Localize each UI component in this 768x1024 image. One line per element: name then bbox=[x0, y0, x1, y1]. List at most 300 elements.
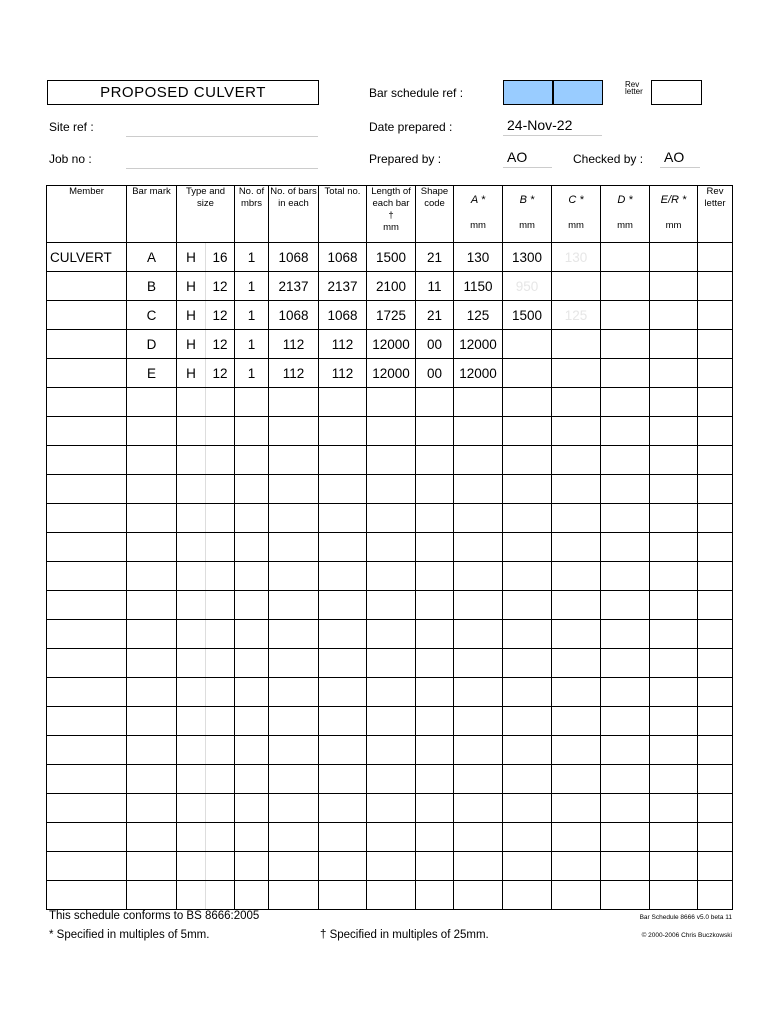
cell-mbrs[interactable] bbox=[235, 736, 269, 765]
cell-type[interactable] bbox=[177, 591, 206, 620]
cell-er[interactable] bbox=[650, 678, 698, 707]
cell-a[interactable] bbox=[454, 446, 503, 475]
cell-er[interactable] bbox=[650, 794, 698, 823]
cell-bars[interactable] bbox=[269, 823, 319, 852]
cell-member[interactable] bbox=[47, 330, 127, 359]
cell-d[interactable] bbox=[601, 243, 650, 272]
cell-bars[interactable] bbox=[269, 852, 319, 881]
cell-d[interactable] bbox=[601, 562, 650, 591]
cell-member[interactable] bbox=[47, 823, 127, 852]
cell-type[interactable]: H bbox=[177, 301, 206, 330]
cell-mark[interactable]: D bbox=[127, 330, 177, 359]
cell-rev[interactable] bbox=[698, 359, 733, 388]
cell-er[interactable] bbox=[650, 475, 698, 504]
cell-size[interactable] bbox=[206, 533, 235, 562]
cell-size[interactable] bbox=[206, 388, 235, 417]
cell-total[interactable] bbox=[319, 794, 367, 823]
cell-length[interactable] bbox=[367, 736, 416, 765]
cell-length[interactable] bbox=[367, 504, 416, 533]
cell-total[interactable] bbox=[319, 852, 367, 881]
date-prepared-field[interactable]: 24-Nov-22 bbox=[503, 117, 602, 136]
cell-b[interactable]: 950 bbox=[503, 272, 552, 301]
cell-mark[interactable] bbox=[127, 446, 177, 475]
cell-length[interactable] bbox=[367, 388, 416, 417]
cell-mbrs[interactable] bbox=[235, 562, 269, 591]
cell-shape[interactable]: 11 bbox=[416, 272, 454, 301]
cell-bars[interactable] bbox=[269, 475, 319, 504]
cell-type[interactable] bbox=[177, 852, 206, 881]
cell-size[interactable] bbox=[206, 736, 235, 765]
cell-rev[interactable] bbox=[698, 736, 733, 765]
cell-mark[interactable] bbox=[127, 591, 177, 620]
cell-mbrs[interactable]: 1 bbox=[235, 301, 269, 330]
cell-mark[interactable]: E bbox=[127, 359, 177, 388]
cell-c[interactable]: 130 bbox=[552, 243, 601, 272]
cell-bars[interactable]: 1068 bbox=[269, 301, 319, 330]
cell-member[interactable] bbox=[47, 591, 127, 620]
cell-shape[interactable] bbox=[416, 823, 454, 852]
cell-shape[interactable] bbox=[416, 446, 454, 475]
cell-total[interactable] bbox=[319, 881, 367, 910]
cell-member[interactable] bbox=[47, 562, 127, 591]
cell-er[interactable] bbox=[650, 591, 698, 620]
cell-type[interactable] bbox=[177, 533, 206, 562]
cell-shape[interactable] bbox=[416, 852, 454, 881]
cell-mbrs[interactable] bbox=[235, 475, 269, 504]
cell-b[interactable] bbox=[503, 330, 552, 359]
cell-type[interactable] bbox=[177, 417, 206, 446]
cell-mark[interactable] bbox=[127, 388, 177, 417]
cell-mbrs[interactable]: 1 bbox=[235, 330, 269, 359]
cell-a[interactable] bbox=[454, 649, 503, 678]
cell-length[interactable]: 12000 bbox=[367, 330, 416, 359]
cell-bars[interactable]: 2137 bbox=[269, 272, 319, 301]
cell-c[interactable] bbox=[552, 475, 601, 504]
cell-rev[interactable] bbox=[698, 794, 733, 823]
cell-bars[interactable] bbox=[269, 417, 319, 446]
cell-mbrs[interactable] bbox=[235, 504, 269, 533]
cell-size[interactable] bbox=[206, 417, 235, 446]
cell-type[interactable]: H bbox=[177, 330, 206, 359]
cell-c[interactable] bbox=[552, 591, 601, 620]
cell-member[interactable] bbox=[47, 649, 127, 678]
cell-total[interactable] bbox=[319, 823, 367, 852]
cell-shape[interactable] bbox=[416, 388, 454, 417]
cell-b[interactable]: 1300 bbox=[503, 243, 552, 272]
cell-size[interactable] bbox=[206, 765, 235, 794]
cell-member[interactable] bbox=[47, 388, 127, 417]
cell-a[interactable] bbox=[454, 823, 503, 852]
cell-shape[interactable] bbox=[416, 881, 454, 910]
cell-mark[interactable]: B bbox=[127, 272, 177, 301]
cell-member[interactable] bbox=[47, 446, 127, 475]
cell-d[interactable] bbox=[601, 359, 650, 388]
cell-member[interactable] bbox=[47, 272, 127, 301]
cell-a[interactable] bbox=[454, 417, 503, 446]
cell-mbrs[interactable] bbox=[235, 649, 269, 678]
cell-total[interactable]: 2137 bbox=[319, 272, 367, 301]
cell-bars[interactable] bbox=[269, 562, 319, 591]
cell-mark[interactable] bbox=[127, 649, 177, 678]
cell-length[interactable] bbox=[367, 446, 416, 475]
cell-shape[interactable] bbox=[416, 504, 454, 533]
cell-rev[interactable] bbox=[698, 272, 733, 301]
cell-a[interactable]: 125 bbox=[454, 301, 503, 330]
cell-a[interactable]: 12000 bbox=[454, 359, 503, 388]
cell-a[interactable] bbox=[454, 504, 503, 533]
cell-b[interactable] bbox=[503, 794, 552, 823]
cell-mbrs[interactable] bbox=[235, 765, 269, 794]
cell-b[interactable] bbox=[503, 620, 552, 649]
cell-member[interactable] bbox=[47, 301, 127, 330]
cell-size[interactable]: 12 bbox=[206, 359, 235, 388]
cell-total[interactable] bbox=[319, 446, 367, 475]
cell-c[interactable] bbox=[552, 649, 601, 678]
cell-d[interactable] bbox=[601, 591, 650, 620]
cell-member[interactable] bbox=[47, 852, 127, 881]
cell-type[interactable] bbox=[177, 562, 206, 591]
cell-length[interactable] bbox=[367, 881, 416, 910]
cell-size[interactable] bbox=[206, 852, 235, 881]
cell-er[interactable] bbox=[650, 649, 698, 678]
cell-length[interactable]: 2100 bbox=[367, 272, 416, 301]
cell-d[interactable] bbox=[601, 852, 650, 881]
cell-er[interactable] bbox=[650, 330, 698, 359]
cell-mark[interactable]: C bbox=[127, 301, 177, 330]
cell-mbrs[interactable] bbox=[235, 388, 269, 417]
cell-mbrs[interactable] bbox=[235, 881, 269, 910]
cell-total[interactable]: 112 bbox=[319, 359, 367, 388]
cell-er[interactable] bbox=[650, 881, 698, 910]
cell-b[interactable] bbox=[503, 707, 552, 736]
cell-mark[interactable] bbox=[127, 417, 177, 446]
cell-d[interactable] bbox=[601, 823, 650, 852]
cell-shape[interactable] bbox=[416, 707, 454, 736]
cell-total[interactable] bbox=[319, 388, 367, 417]
cell-length[interactable] bbox=[367, 852, 416, 881]
cell-member[interactable] bbox=[47, 765, 127, 794]
cell-type[interactable] bbox=[177, 736, 206, 765]
cell-length[interactable] bbox=[367, 765, 416, 794]
cell-length[interactable] bbox=[367, 794, 416, 823]
cell-bars[interactable] bbox=[269, 736, 319, 765]
cell-rev[interactable] bbox=[698, 707, 733, 736]
cell-bars[interactable] bbox=[269, 533, 319, 562]
cell-total[interactable] bbox=[319, 504, 367, 533]
cell-rev[interactable] bbox=[698, 620, 733, 649]
cell-d[interactable] bbox=[601, 620, 650, 649]
cell-member[interactable] bbox=[47, 678, 127, 707]
cell-er[interactable] bbox=[650, 620, 698, 649]
cell-shape[interactable] bbox=[416, 562, 454, 591]
cell-b[interactable] bbox=[503, 736, 552, 765]
prepared-by-field[interactable]: AO bbox=[503, 149, 552, 168]
cell-c[interactable]: 125 bbox=[552, 301, 601, 330]
cell-bars[interactable] bbox=[269, 707, 319, 736]
cell-d[interactable] bbox=[601, 475, 650, 504]
cell-c[interactable] bbox=[552, 562, 601, 591]
cell-bars[interactable] bbox=[269, 881, 319, 910]
cell-a[interactable] bbox=[454, 765, 503, 794]
cell-total[interactable] bbox=[319, 417, 367, 446]
cell-a[interactable] bbox=[454, 475, 503, 504]
cell-member[interactable] bbox=[47, 794, 127, 823]
checked-by-field[interactable]: AO bbox=[660, 149, 700, 168]
cell-a[interactable] bbox=[454, 852, 503, 881]
cell-c[interactable] bbox=[552, 736, 601, 765]
cell-er[interactable] bbox=[650, 852, 698, 881]
cell-c[interactable] bbox=[552, 678, 601, 707]
cell-shape[interactable]: 00 bbox=[416, 359, 454, 388]
cell-length[interactable]: 12000 bbox=[367, 359, 416, 388]
cell-er[interactable] bbox=[650, 359, 698, 388]
cell-er[interactable] bbox=[650, 533, 698, 562]
cell-mark[interactable]: A bbox=[127, 243, 177, 272]
cell-a[interactable] bbox=[454, 881, 503, 910]
cell-shape[interactable] bbox=[416, 765, 454, 794]
cell-mark[interactable] bbox=[127, 562, 177, 591]
cell-a[interactable]: 1150 bbox=[454, 272, 503, 301]
cell-rev[interactable] bbox=[698, 765, 733, 794]
cell-d[interactable] bbox=[601, 707, 650, 736]
cell-rev[interactable] bbox=[698, 330, 733, 359]
cell-size[interactable] bbox=[206, 881, 235, 910]
cell-total[interactable]: 1068 bbox=[319, 301, 367, 330]
cell-type[interactable] bbox=[177, 765, 206, 794]
cell-shape[interactable]: 21 bbox=[416, 243, 454, 272]
cell-c[interactable] bbox=[552, 446, 601, 475]
cell-mbrs[interactable] bbox=[235, 794, 269, 823]
cell-mbrs[interactable]: 1 bbox=[235, 359, 269, 388]
cell-member[interactable] bbox=[47, 707, 127, 736]
cell-rev[interactable] bbox=[698, 301, 733, 330]
cell-size[interactable]: 12 bbox=[206, 301, 235, 330]
cell-c[interactable] bbox=[552, 272, 601, 301]
cell-type[interactable] bbox=[177, 475, 206, 504]
cell-shape[interactable]: 00 bbox=[416, 330, 454, 359]
cell-er[interactable] bbox=[650, 243, 698, 272]
cell-mbrs[interactable] bbox=[235, 417, 269, 446]
cell-bars[interactable] bbox=[269, 649, 319, 678]
cell-total[interactable] bbox=[319, 562, 367, 591]
cell-member[interactable] bbox=[47, 359, 127, 388]
cell-bars[interactable]: 112 bbox=[269, 330, 319, 359]
cell-a[interactable] bbox=[454, 388, 503, 417]
cell-size[interactable] bbox=[206, 707, 235, 736]
cell-length[interactable] bbox=[367, 417, 416, 446]
cell-c[interactable] bbox=[552, 881, 601, 910]
cell-rev[interactable] bbox=[698, 562, 733, 591]
cell-mark[interactable] bbox=[127, 736, 177, 765]
cell-d[interactable] bbox=[601, 272, 650, 301]
cell-rev[interactable] bbox=[698, 881, 733, 910]
cell-type[interactable] bbox=[177, 446, 206, 475]
cell-length[interactable] bbox=[367, 475, 416, 504]
cell-total[interactable] bbox=[319, 649, 367, 678]
cell-b[interactable] bbox=[503, 678, 552, 707]
cell-size[interactable] bbox=[206, 591, 235, 620]
cell-rev[interactable] bbox=[698, 504, 733, 533]
cell-type[interactable] bbox=[177, 881, 206, 910]
cell-a[interactable]: 130 bbox=[454, 243, 503, 272]
cell-c[interactable] bbox=[552, 823, 601, 852]
cell-mark[interactable] bbox=[127, 475, 177, 504]
cell-d[interactable] bbox=[601, 794, 650, 823]
cell-b[interactable] bbox=[503, 359, 552, 388]
cell-bars[interactable] bbox=[269, 504, 319, 533]
cell-size[interactable] bbox=[206, 475, 235, 504]
cell-mbrs[interactable]: 1 bbox=[235, 272, 269, 301]
cell-c[interactable] bbox=[552, 707, 601, 736]
cell-type[interactable] bbox=[177, 504, 206, 533]
cell-size[interactable] bbox=[206, 504, 235, 533]
cell-rev[interactable] bbox=[698, 388, 733, 417]
cell-mark[interactable] bbox=[127, 852, 177, 881]
cell-type[interactable] bbox=[177, 823, 206, 852]
cell-size[interactable] bbox=[206, 620, 235, 649]
bar-schedule-ref-field-2[interactable] bbox=[553, 80, 603, 105]
cell-member[interactable] bbox=[47, 736, 127, 765]
cell-shape[interactable]: 21 bbox=[416, 301, 454, 330]
cell-er[interactable] bbox=[650, 301, 698, 330]
cell-shape[interactable] bbox=[416, 794, 454, 823]
cell-type[interactable] bbox=[177, 649, 206, 678]
cell-member[interactable]: CULVERT bbox=[47, 243, 127, 272]
cell-type[interactable]: H bbox=[177, 243, 206, 272]
cell-size[interactable] bbox=[206, 678, 235, 707]
cell-b[interactable]: 1500 bbox=[503, 301, 552, 330]
cell-bars[interactable] bbox=[269, 678, 319, 707]
cell-b[interactable] bbox=[503, 417, 552, 446]
cell-d[interactable] bbox=[601, 678, 650, 707]
cell-type[interactable] bbox=[177, 794, 206, 823]
cell-length[interactable] bbox=[367, 649, 416, 678]
cell-b[interactable] bbox=[503, 446, 552, 475]
cell-length[interactable] bbox=[367, 707, 416, 736]
cell-type[interactable] bbox=[177, 678, 206, 707]
cell-rev[interactable] bbox=[698, 591, 733, 620]
cell-shape[interactable] bbox=[416, 475, 454, 504]
cell-mbrs[interactable] bbox=[235, 852, 269, 881]
cell-b[interactable] bbox=[503, 533, 552, 562]
cell-member[interactable] bbox=[47, 620, 127, 649]
cell-rev[interactable] bbox=[698, 243, 733, 272]
cell-size[interactable]: 12 bbox=[206, 272, 235, 301]
cell-mbrs[interactable] bbox=[235, 533, 269, 562]
cell-type[interactable] bbox=[177, 707, 206, 736]
cell-size[interactable] bbox=[206, 794, 235, 823]
cell-mbrs[interactable] bbox=[235, 678, 269, 707]
cell-c[interactable] bbox=[552, 388, 601, 417]
cell-mbrs[interactable]: 1 bbox=[235, 243, 269, 272]
cell-type[interactable]: H bbox=[177, 359, 206, 388]
cell-length[interactable] bbox=[367, 533, 416, 562]
site-ref-field[interactable] bbox=[126, 118, 318, 137]
cell-a[interactable] bbox=[454, 707, 503, 736]
cell-rev[interactable] bbox=[698, 649, 733, 678]
cell-shape[interactable] bbox=[416, 417, 454, 446]
cell-er[interactable] bbox=[650, 446, 698, 475]
cell-a[interactable] bbox=[454, 620, 503, 649]
cell-bars[interactable] bbox=[269, 446, 319, 475]
cell-length[interactable]: 1725 bbox=[367, 301, 416, 330]
cell-total[interactable] bbox=[319, 678, 367, 707]
cell-mark[interactable] bbox=[127, 881, 177, 910]
cell-mark[interactable] bbox=[127, 504, 177, 533]
cell-length[interactable] bbox=[367, 562, 416, 591]
cell-d[interactable] bbox=[601, 736, 650, 765]
cell-length[interactable] bbox=[367, 591, 416, 620]
cell-a[interactable] bbox=[454, 736, 503, 765]
cell-er[interactable] bbox=[650, 707, 698, 736]
cell-b[interactable] bbox=[503, 765, 552, 794]
cell-type[interactable]: H bbox=[177, 272, 206, 301]
cell-d[interactable] bbox=[601, 504, 650, 533]
cell-mark[interactable] bbox=[127, 678, 177, 707]
cell-b[interactable] bbox=[503, 562, 552, 591]
cell-a[interactable] bbox=[454, 562, 503, 591]
cell-c[interactable] bbox=[552, 794, 601, 823]
cell-a[interactable] bbox=[454, 794, 503, 823]
cell-d[interactable] bbox=[601, 765, 650, 794]
cell-mark[interactable] bbox=[127, 794, 177, 823]
cell-rev[interactable] bbox=[698, 475, 733, 504]
cell-er[interactable] bbox=[650, 272, 698, 301]
cell-bars[interactable] bbox=[269, 765, 319, 794]
cell-b[interactable] bbox=[503, 823, 552, 852]
cell-type[interactable] bbox=[177, 388, 206, 417]
job-no-field[interactable] bbox=[126, 150, 318, 169]
cell-b[interactable] bbox=[503, 649, 552, 678]
cell-a[interactable]: 12000 bbox=[454, 330, 503, 359]
cell-b[interactable] bbox=[503, 504, 552, 533]
cell-size[interactable] bbox=[206, 446, 235, 475]
cell-c[interactable] bbox=[552, 504, 601, 533]
cell-shape[interactable] bbox=[416, 678, 454, 707]
cell-total[interactable] bbox=[319, 591, 367, 620]
cell-mark[interactable] bbox=[127, 823, 177, 852]
cell-a[interactable] bbox=[454, 678, 503, 707]
cell-rev[interactable] bbox=[698, 823, 733, 852]
cell-rev[interactable] bbox=[698, 678, 733, 707]
cell-member[interactable] bbox=[47, 504, 127, 533]
cell-a[interactable] bbox=[454, 591, 503, 620]
cell-total[interactable]: 112 bbox=[319, 330, 367, 359]
cell-mbrs[interactable] bbox=[235, 446, 269, 475]
cell-shape[interactable] bbox=[416, 591, 454, 620]
cell-a[interactable] bbox=[454, 533, 503, 562]
cell-bars[interactable] bbox=[269, 620, 319, 649]
cell-rev[interactable] bbox=[698, 533, 733, 562]
cell-bars[interactable] bbox=[269, 794, 319, 823]
cell-length[interactable]: 1500 bbox=[367, 243, 416, 272]
cell-rev[interactable] bbox=[698, 852, 733, 881]
rev-letter-field[interactable] bbox=[651, 80, 702, 105]
cell-b[interactable] bbox=[503, 388, 552, 417]
cell-c[interactable] bbox=[552, 533, 601, 562]
cell-size[interactable] bbox=[206, 823, 235, 852]
cell-er[interactable] bbox=[650, 765, 698, 794]
cell-total[interactable] bbox=[319, 475, 367, 504]
cell-er[interactable] bbox=[650, 417, 698, 446]
cell-c[interactable] bbox=[552, 330, 601, 359]
cell-d[interactable] bbox=[601, 533, 650, 562]
cell-d[interactable] bbox=[601, 330, 650, 359]
cell-er[interactable] bbox=[650, 823, 698, 852]
cell-er[interactable] bbox=[650, 504, 698, 533]
cell-er[interactable] bbox=[650, 388, 698, 417]
cell-mbrs[interactable] bbox=[235, 823, 269, 852]
